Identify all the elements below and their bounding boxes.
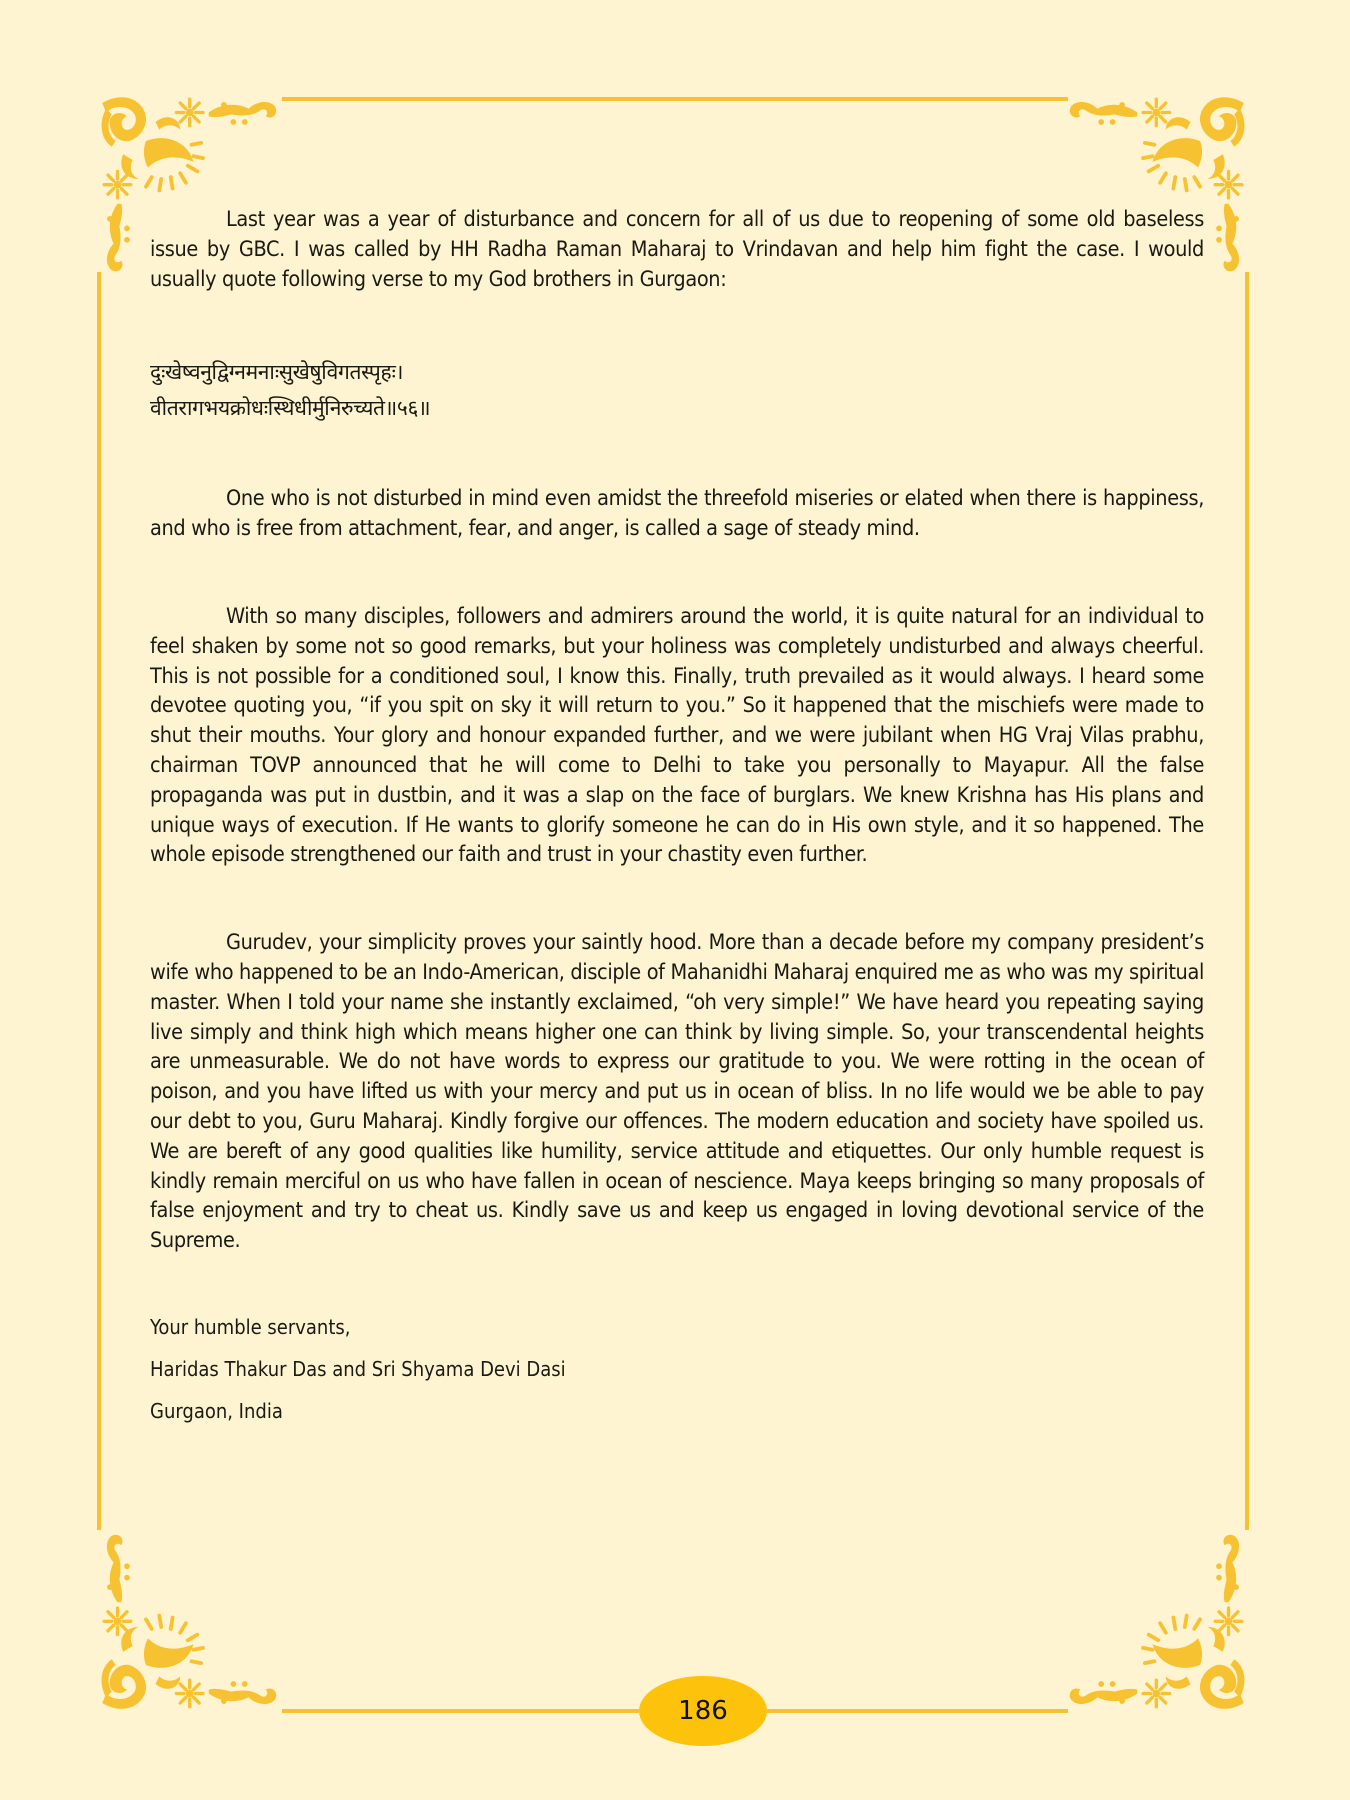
spacer: [150, 426, 1204, 484]
verse-line-2: वीतरागभयक्रोधःस्थिधीर्मुनिरुच्यते॥५६॥: [150, 396, 431, 421]
paragraph-controversy: With so many disciples, followers and admirers around the world, it is quite natural for an individual to feel shaken by some not so good remarks, but your holiness was completely undisturbed and always cheerful. This is not possible for a conditioned soul, I know this. Finally, truth prevailed as it would always. I heard some devotee quoting you, “if you spit on sky it will return to you.” So it happened that the mischiefs were made to shut their mouths. Your glory and honour expanded further, and we were jubilant when HG Vraj Vilas prabhu, chairman TOVP announced that he will come to Delhi to take you personally to Mayapur. All the false propaganda was put in dustbin, and it was a slap on the face of burglars. We knew Krishna has His plans and unique ways of execution. If He wants to glorify someone he can do in His own style, and it so happened. The whole episode strengthened our faith and trust in your chastity even further.: [150, 603, 1204, 868]
border-top-line: [282, 97, 1068, 101]
signature-names: Haridas Thakur Das and Sri Shyama Devi Dasi: [150, 1356, 566, 1381]
border-bottom-line: [282, 1709, 639, 1713]
verse-line-1: दुःखेष्वनुद्विग्नमनाःसुखेषुविगतस्पृहः।: [150, 360, 404, 385]
paragraph-intro: Last year was a year of disturbance and concern for all of us due to reopening of some old baseless issue by GBC. I was called by HH Radha Raman Maharaj to Vrindavan and help him fight the case. I would usually quote following verse to my God brothers in Gurgaon:: [150, 207, 1204, 292]
letter-body: [150, 205, 1204, 1432]
paragraph-simplicity: Gurudev, your simplicity proves your saintly hood. More than a decade before my company president’s wife who happened to be an Indo-American, disciple of Mahanidhi Maharaj enquired me as who was my spiritual master. When I told your name she instantly exclaimed, “oh very simple!” We have heard you repeating saying live simply and think high which means higher one can think by living simple. So, your transcendental heights are unmeasurable. We do not have words to express our gratitude to you. We were rotting in the ocean of poison, and you have lifted us with your mercy and put us in ocean of bliss. In no life would we be able to pay our debt to you, Guru Maharaj. Kindly forgive our offences. The modern education and society have spoiled us. We are bereft of any good qualities like humility, service attitude and etiquettes. Our only humble request is kindly remain merciful on us who have fallen in ocean of nescience. Maya keeps bringing so many proposals of false enjoyment and try to cheat us. Kindly save us and keep us engaged in loving devotional service of the Supreme.: [150, 930, 1204, 1254]
border-left-line: [97, 272, 101, 1530]
border-right-line: [1245, 272, 1249, 1530]
page-number-badge: [639, 1676, 767, 1746]
border-bottom-line-right: [767, 1709, 1068, 1713]
corner-ornament-bottom-right: [1062, 1532, 1262, 1722]
signature-closing: Your humble servants,: [150, 1314, 351, 1339]
paragraph-verse-translation: One who is not disturbed in mind even amidst the threefold miseries or elated when there is happiness, and who is free from attachment, fear, and anger, is called a sage of steady mind.: [150, 486, 1204, 542]
spacer: [150, 870, 1204, 928]
spacer: [150, 544, 1204, 602]
page-number: 186: [678, 1696, 728, 1726]
spacer: [150, 1256, 1204, 1306]
corner-ornament-bottom-left: [84, 1532, 284, 1722]
signature-location: Gurgaon, India: [150, 1398, 283, 1423]
